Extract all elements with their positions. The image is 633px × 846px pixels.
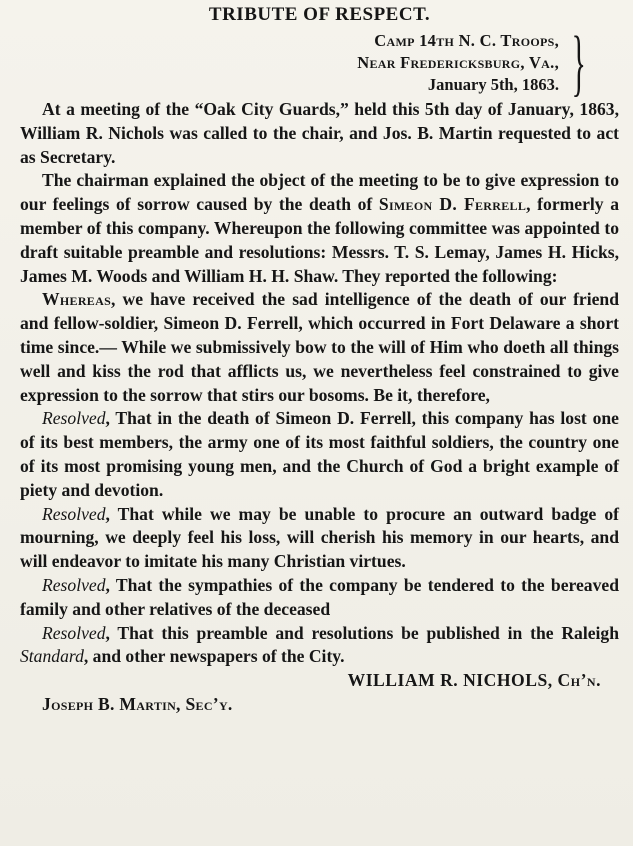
paragraph-meeting: At a meeting of the “Oak City Guards,” held this 5th day of January, 1863, William R. Nichols was called to the chair, and Jos. B. Martin requested to act as Secretary. [20,99,619,167]
resolution-1-text: , That in the death of Simeon D. Ferrell, this company has lost one of its best members, the army one of its most faithful soldiers, the country one of its most promising young men, and the Church of God a bright example of piety and devotion. [20,408,619,500]
resolution-3 [20,574,619,622]
paragraph-whereas [20,288,619,407]
dateline-location: Near Fredericksburg, Va., [357,53,559,72]
paragraph-chairman-pre: The chairman explained the object of the meeting to be to give expression to our feelings of sorrow caused by the death of [20,170,619,215]
resolution-4-pre: , That this preamble and resolutions be published in the Raleigh [105,622,619,643]
article-body [20,98,619,717]
dateline-camp: Camp 14th N. C. Troops, [374,31,559,50]
resolution-2 [20,503,619,574]
resolution-4 [20,622,619,670]
paragraph-chairman [20,169,619,288]
signature-line [20,669,619,693]
whereas-text: , we have received the sad intelligence of the death of our friend and fellow-soldier, Simeon D. Ferrell, which occurred in Fort Delaware a short time since.— While we submissively bow to the will of Him who doeth all things well and kiss the rod that afflicts us, we nevertheless feel constrained to give expression to the sorrow that stirs our bosoms. Be it, therefore, [20,289,619,405]
whereas-lead: Whereas [42,289,112,310]
chairman-signature: WILLIAM R. NICHOLS, Ch’n. [347,670,601,691]
dateline-brace: } [572,22,587,104]
resolution-4-lead: Resolved [42,622,106,643]
resolution-1 [20,407,619,502]
dateline-date: January 5th, 1863. [427,75,559,94]
resolution-2-text: , That while we may be unable to procure an outward badge of mourning, we deeply feel his loss, will cherish his memory in our hearts, and will endeavor to imitate his many Christian virtues. [20,503,619,572]
resolution-3-text: , That the sympathies of the company be tendered to the bereaved family and other relatives of the deceased [20,574,619,619]
resolution-3-lead: Resolved [42,574,106,595]
resolution-2-lead: Resolved [42,503,106,524]
deceased-name: Simeon D. Ferrell [378,194,527,215]
resolution-1-lead: Resolved [42,408,106,429]
resolution-4-post: , and other newspapers of the City. [83,646,345,667]
secretary-signature: Joseph B. Martin, Sec’y. [42,693,233,714]
newspaper-name: Standard [20,646,84,667]
article-title: TRIBUTE OF RESPECT. [208,4,431,25]
paragraph-chairman-post: , formerly a member of this company. Whereupon the following committee was appointed to draft suitable preamble and resolutions: Messrs. T. S. Lemay, James H. Hicks, James M. Woods and William H. H. Shaw. They reported the following: [20,194,619,286]
dateline [20,22,619,104]
